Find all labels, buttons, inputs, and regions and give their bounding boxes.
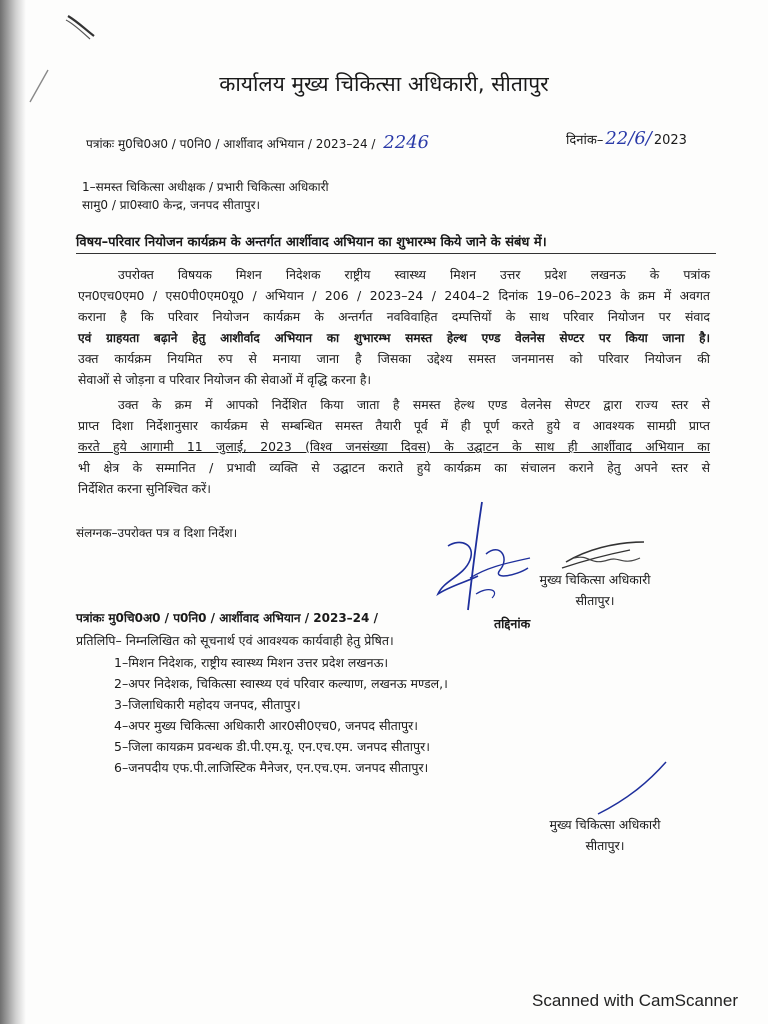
copy-reference-line: पत्रांकः मु0चि0अ0 / प0नि0 / आर्शीवाद अभियान / 2023–24 /: [76, 611, 378, 625]
signature-scribble-2: [560, 536, 650, 576]
addressee-line-2: सामु0 / प्रा0स्वा0 केन्द्र, जनपद सीतापुर।: [82, 198, 261, 212]
stray-pen-mark: [60, 12, 100, 42]
date-label: दिनांक–: [566, 133, 604, 148]
reference-number-handwritten: 2246: [383, 132, 430, 153]
copy-recipient-item: 1–मिशन निदेशक, राष्ट्रीय स्वास्थ्य मिशन उत्तर प्रदेश लखनऊ।: [114, 655, 389, 670]
copy-recipient-item: 2–अपर निदेशक, चिकित्सा स्वास्थ्य एवं परिवार कल्याण, लखनऊ मण्डल,।: [114, 676, 448, 691]
body-para2-line: निर्देशित करना सुनिश्चित करें।: [78, 481, 211, 496]
date-handwritten: 22/6/: [605, 128, 652, 149]
signature-scribble-3: [590, 758, 670, 818]
body-para1-line: कराना है कि परिवार नियोजन कार्यक्रम के अन्तर्गत नवविवाहित दम्पत्तियों के साथ परिवार नियोजन पर संवाद: [78, 309, 710, 324]
body-para2-line: करते हुये आगामी 11 जुलाई, 2023 (विश्व जनसंख्या दिवस) के उद्घाटन के साथ ही आर्शीवाद अभियान का: [78, 439, 710, 454]
enclosure-note: संलग्नक–उपरोक्त पत्र व दिशा निर्देश।: [76, 526, 238, 540]
body-para2-line: प्राप्त दिशा निर्देशानुसार कार्यक्रम से सम्बन्धित समस्त तैयारी पूर्व में ही पूर्ण करते हुये व आवश्यक सामग्री प्राप्त: [78, 418, 710, 433]
body-para1-line: उक्त कार्यक्रम नियमित रुप से मनाया जाना है जिसका उद्देश्य समस्त जनमानस को परिवार नियोजन की: [78, 351, 710, 366]
addressee-line-1: 1–समस्त चिकित्सा अधीक्षक / प्रभारी चिकित्सा अधिकारी: [82, 180, 329, 194]
signature1-place: सीतापुर।: [575, 593, 615, 608]
reference-line: [86, 132, 429, 153]
subject-line: विषय–परिवार नियोजन कार्यक्रम के अन्तर्गत आर्शीवाद अभियान का शुभारम्भ किये जाने के संबंध में।: [76, 232, 716, 254]
copy-recipient-item: 6–जनपदीय एफ.पी.लाजिस्टिक मैनेजर, एन.एच.एम. जनपद सीतापुर।: [114, 760, 429, 775]
signature2-place: सीतापुर।: [585, 838, 625, 853]
signature2-title: मुख्य चिकित्सा अधिकारी: [549, 817, 661, 832]
body-para1-line: उपरोक्त विषयक मिशन निदेशक राष्ट्रीय स्वास्थ्य मिशन उत्तर प्रदेश लखनऊ के पत्रांक: [118, 267, 710, 282]
copy-recipient-item: 5–जिला कायक्रम प्रवन्धक डी.पी.एम.यू. एन.एच.एम. जनपद सीतापुर।: [114, 739, 430, 754]
copy-same-date: तद्दिनांक: [494, 616, 531, 631]
body-para1-line: एवं ग्राहयता बढ़ाने हेतु आशीर्वाद अभियान का शुभारम्भ समस्त हेल्थ एण्ड वेलनेस सेण्टर पर किया जाना है।: [78, 331, 710, 345]
date-year: 2023: [653, 133, 687, 148]
copy-recipient-item: 4–अपर मुख्य चिकित्सा अधिकारी आर0सी0एच0, जनपद सीतापुर।: [114, 718, 418, 733]
office-title: कार्यालय मुख्य चिकित्सा अधिकारी, सीतापुर: [219, 72, 549, 96]
scan-edge-shadow: [0, 0, 26, 1024]
reference-number-printed: पत्रांकः मु0चि0अ0 / प0नि0 / आर्शीवाद अभियान / 2023–24 /: [86, 137, 376, 151]
date-line: [566, 128, 687, 149]
copy-recipient-item: 3–जिलाधिकारी महोदय जनपद, सीतापुर।: [114, 697, 301, 712]
body-para2-line: उक्त के क्रम में आपको निर्देशित किया जाता है समस्त हेल्थ एण्ड वेलनेस सेण्टर द्वारा राज्य स्तर से: [118, 397, 710, 412]
signature-scribble-1: [430, 498, 540, 618]
signature1-title: मुख्य चिकित्सा अधिकारी: [539, 572, 651, 587]
scanner-watermark: Scanned with CamScanner: [531, 991, 738, 1010]
body-para2-line: भी क्षेत्र के सम्मानित / प्रभावी व्यक्ति से उद्घाटन कराते हुये कार्यक्रम का संचालन कराने हेतु अपने स्तर से: [78, 460, 710, 475]
body-para1-line: एन0एच0एम0 / एस0पी0एम0यू0 / अभियान / 206 / 2023–24 / 2404–2 दिनांक 19–06–2023 के क्रम में अवगत: [78, 288, 710, 303]
body-para1-line: सेवाओं से जोड़ना व परिवार नियोजन की सेवाओं में वृद्धि करना है।: [78, 372, 372, 387]
copy-intro: प्रतिलिपि– निम्नलिखित को सूचनार्थ एवं आवश्यक कार्यवाही हेतु प्रेषित।: [76, 633, 394, 648]
